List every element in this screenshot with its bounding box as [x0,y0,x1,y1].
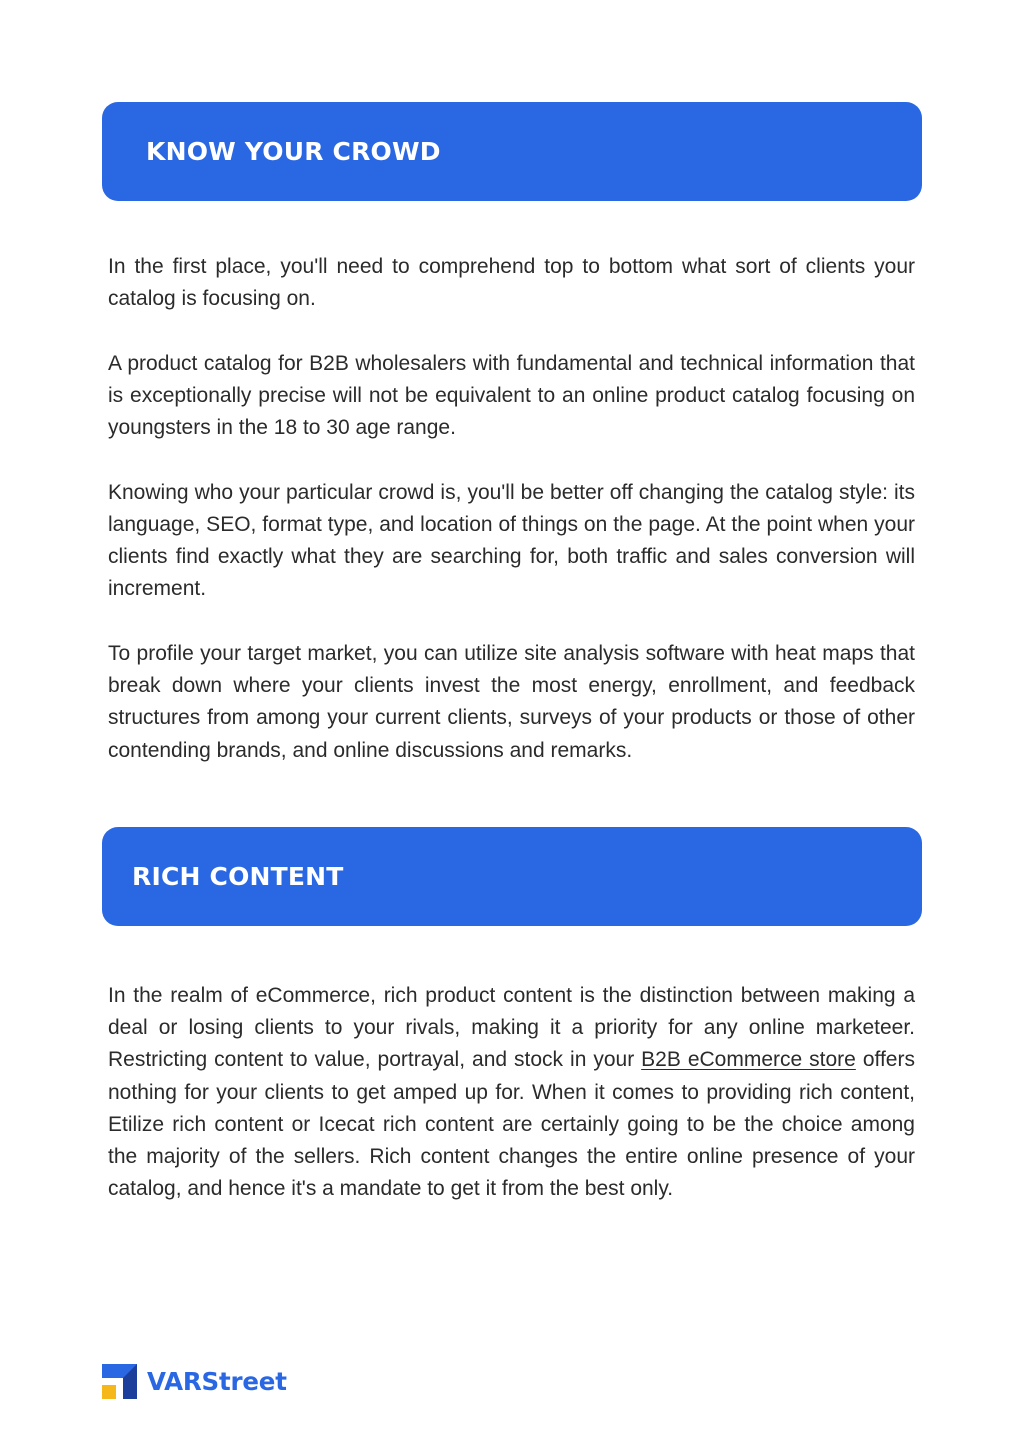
paragraph: In the first place, you'll need to comprehend top to bottom what sort of clients your catalog is focusing on. [108,255,915,311]
section-header-rich-content [102,827,922,926]
section-body-know-your-crowd [108,251,915,767]
section-heading: KNOW YOUR CROWD [146,137,441,166]
section-body-rich-content [108,980,915,1205]
paragraph: A product catalog for B2B wholesalers with fundamental and technical information that is exceptionally precise will not be equivalent to an online product catalog focusing on youngsters in the 18 to 30 age range. [108,351,915,440]
paragraph-text-before-link: In the realm of eCommerce, rich product content is the distinction between making a deal or losing clients to your rivals, making it a priority for any online marketeer. Restricting content to value, portrayal, and stock in your [108,984,915,1072]
footer-logo[interactable] [102,1364,287,1399]
section-heading: RICH CONTENT [132,862,344,891]
paragraph: Knowing who your particular crowd is, you'll be better off changing the catalog style: its language, SEO, format type, and location of things on the page. At the point when your clients find exactly what they are searching for, both traffic and sales conversion will increment. [108,480,915,601]
section-header-know-your-crowd [102,102,922,201]
varstreet-logo-icon [102,1364,137,1399]
logo-wordmark: VARStreet [147,1367,287,1396]
paragraph: To profile your target market, you can utilize site analysis software with heat maps that break down where your clients invest the most energy, enrollment, and feedback structures from among your current clients, surveys of your products or those of other contending brands, and online discussions and remarks. [108,642,915,762]
paragraph [108,980,915,1205]
b2b-ecommerce-store-link[interactable]: B2B eCommerce store [641,1048,856,1072]
paragraph-text-after-link: offers nothing for your clients to get amped up for. When it comes to providing rich content, Etilize rich content or Icecat rich content are certainly going to be the choice among the majority of the sellers. Rich content changes the entire online presence of your catalog, and hence it's a mandate to get it from the best only. [108,1048,915,1201]
